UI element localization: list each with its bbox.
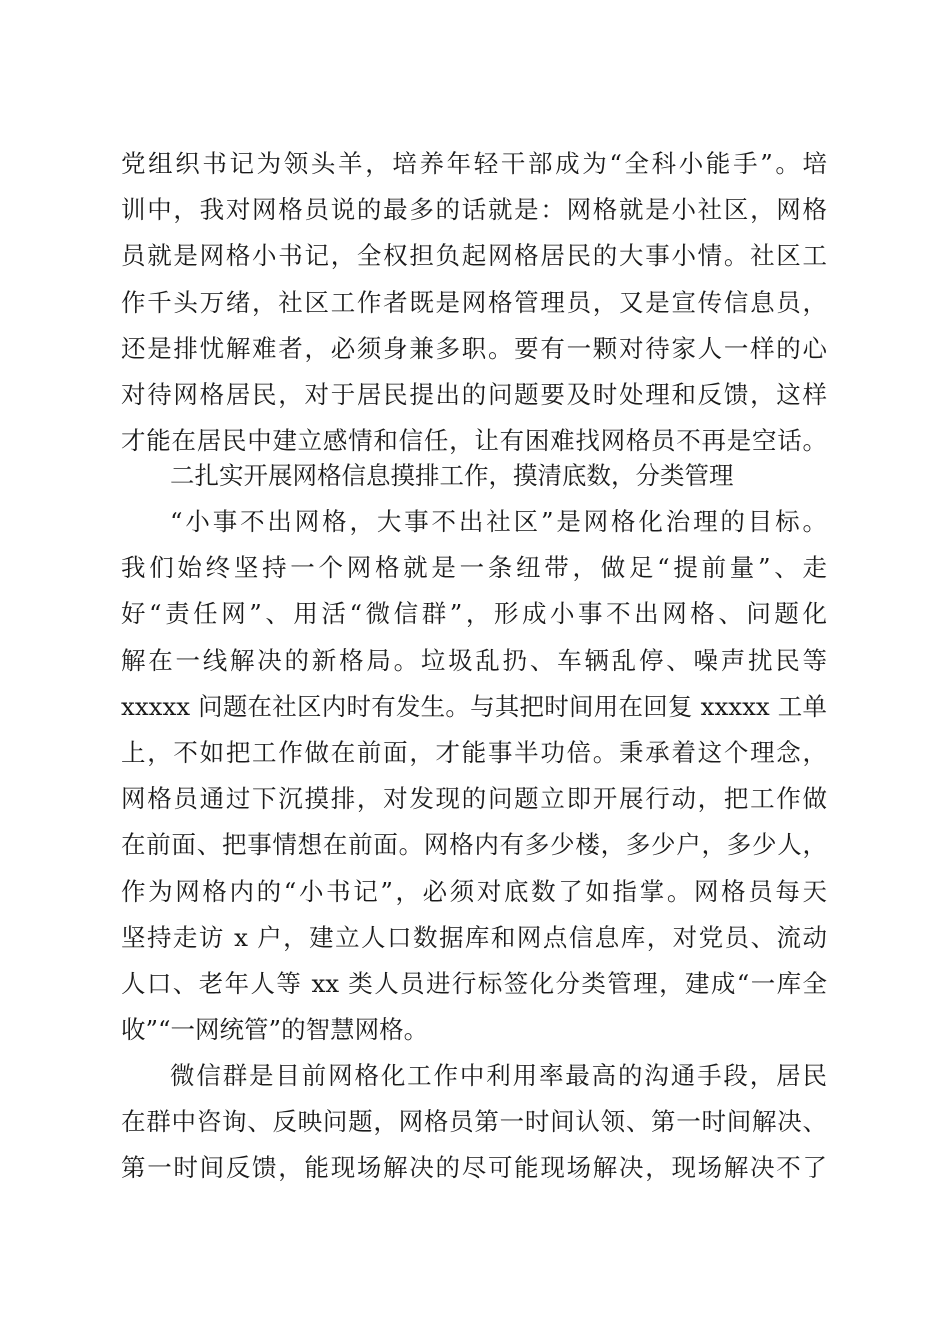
text-line: 我们始终坚持一个网格就是一条纽带，做足“提前量”、走 bbox=[121, 553, 827, 583]
text-line: 员就是网格小书记，全权担负起网格居民的大事小情。社区工 bbox=[121, 241, 827, 271]
text-line: 微信群是目前网格化工作中利用率最高的沟通手段，居民 bbox=[170, 1061, 827, 1090]
text-line: 人口、老年人等 xx 类人员进行标签化分类管理，建成“一库全 bbox=[121, 968, 827, 998]
paragraph-3 bbox=[121, 1053, 827, 1192]
heading-text: 二扎实开展网格信息摸排工作，摸清底数，分类管理 bbox=[170, 461, 734, 490]
text-line: 在前面、把事情想在前面。网格内有多少楼，多少户，多少人， bbox=[121, 830, 827, 860]
text-line: 作为网格内的“小书记”，必须对底数了如指掌。网格员每天 bbox=[121, 876, 827, 906]
text-line: 网格员通过下沉摸排，对发现的问题立即开展行动，把工作做 bbox=[121, 784, 827, 814]
text-line: 解在一线解决的新格局。垃圾乱扔、车辆乱停、噪声扰民等 bbox=[121, 645, 827, 675]
text-line: 才能在居民中建立感情和信任，让有困难找网格员不再是空话。 bbox=[121, 426, 827, 456]
text-line: 对待网格居民，对于居民提出的问题要及时处理和反馈，这样 bbox=[121, 379, 827, 409]
text-line: 在群中咨询、反映问题，网格员第一时间认领、第一时间解决、 bbox=[121, 1107, 827, 1137]
text-line: 收”“一网统管”的智慧网格。 bbox=[121, 1015, 429, 1045]
paragraph-1 bbox=[121, 141, 827, 464]
paragraph-2 bbox=[121, 499, 827, 1053]
text-line: xxxxx 问题在社区内时有发生。与其把时间用在回复 xxxxx 工单 bbox=[121, 691, 827, 721]
text-line: 上，不如把工作做在前面，才能事半功倍。秉承着这个理念， bbox=[121, 737, 827, 767]
text-line: “小事不出网格，大事不出社区”是网格化治理的目标。 bbox=[170, 507, 827, 536]
text-line: 好“责任网”、用活“微信群”，形成小事不出网格、问题化 bbox=[121, 599, 827, 629]
text-line: 作千头万绪，社区工作者既是网格管理员，又是宣传信息员， bbox=[121, 287, 827, 317]
text-line: 还是排忧解难者，必须身兼多职。要有一颗对待家人一样的心 bbox=[121, 333, 827, 363]
section-heading bbox=[121, 453, 827, 499]
text-line: 第一时间反馈，能现场解决的尽可能现场解决，现场解决不了 bbox=[121, 1153, 827, 1183]
text-line: 党组织书记为领头羊，培养年轻干部成为“全科小能手”。培 bbox=[121, 149, 827, 178]
text-line: 坚持走访 x 户，建立人口数据库和网点信息库，对党员、流动 bbox=[121, 922, 827, 952]
text-line: 训中，我对网格员说的最多的话就是：网格就是小社区，网格 bbox=[121, 195, 827, 225]
